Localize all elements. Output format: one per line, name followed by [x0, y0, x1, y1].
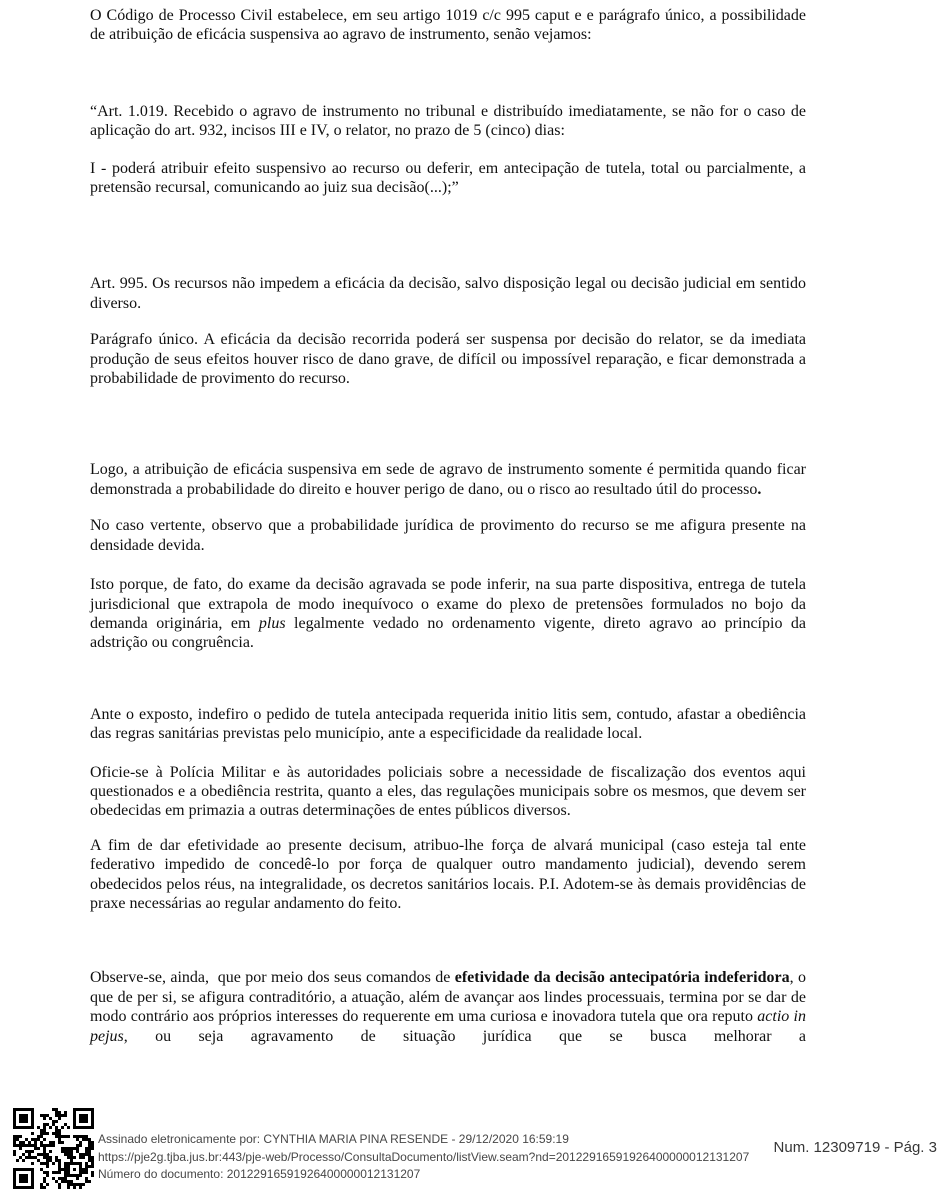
- paragraph: Parágrafo único. A eficácia da decisão recorrida poderá ser suspensa por decisão do relator, se da imediata produção de seus efeitos houver risco de dano grave, de difícil ou impossível reparação, e ficar demonstrada a probabilidade de provimento do recurso.: [90, 331, 806, 388]
- page-number: Num. 12309719 - Pág. 3: [773, 1139, 937, 1156]
- paragraph: Observe-se, ainda, que por meio dos seus comandos de efetividade da decisão antecipatória indeferidora, o que de per si, se afigura contraditório, a atuação, além de avançar aos lindes processuais, termina por se dar de modo contrário aos próprios interesses do requerente em uma curiosa e inovadora tutela que ora reputo actio in pejus, ou seja agravamento de situação jurídica que se busca melhorar a: [90, 969, 807, 1045]
- paragraph: Oficie-se à Polícia Militar e às autoridades policiais sobre a necessidade de fiscalização dos eventos aqui questionados e a obediência restrita, quanto a eles, das regulações municipais sobre os mesmos, que devem ser obedecidas em primazia a outras determinações de entes públicos diversos.: [90, 763, 806, 820]
- paragraph: A fim de dar efetividade ao presente decisum, atribuo-lhe força de alvará municipal (caso esteja tal ente federativo impedido de concedê-lo por força de qualquer outro mandamento judicial), devendo serem obedecidos pelos réus, na integralidade, os decretos sanitários locais. P.I. Adotem-se às demais providências de praxe necessárias ao regular andamento do feito.: [90, 836, 806, 912]
- paragraph: I - poderá atribuir efeito suspensivo ao recurso ou deferir, em antecipação de tutela, total ou parcialmente, a pretensão recursal, comunicando ao juiz sua decisão(...);”: [90, 159, 806, 197]
- paragraph: No caso vertente, observo que a probabilidade jurídica de provimento do recurso se me afigura presente na densidade devida.: [90, 517, 806, 554]
- document-url: https://pje2g.tjba.jus.br:443/pje-web/Processo/ConsultaDocumento/listView.seam?nd=20122916591926400000012131207: [98, 1149, 750, 1164]
- document-number: Número do documento: 20122916591926400000012131207: [98, 1167, 421, 1181]
- signature-line: Assinado eletronicamente por: CYNTHIA MARIA PINA RESENDE - 29/12/2020 16:59:19: [98, 1132, 569, 1146]
- document-body: [90, 6, 806, 1046]
- paragraph: Logo, a atribuição de eficácia suspensiva em sede de agravo de instrumento somente é permitida quando ficar demonstrada a probabilidade do direito e houver perigo de dano, ou o risco ao resultado útil do processo.: [90, 461, 806, 498]
- signature-footer: [98, 1131, 749, 1184]
- paragraph: O Código de Processo Civil estabelece, em seu artigo 1019 c/c 995 caput e e parágrafo único, a possibilidade de atribuição de eficácia suspensiva ao agravo de instrumento, senão vejamos:: [90, 7, 806, 44]
- paragraph: “Art. 1.019. Recebido o agravo de instrumento no tribunal e distribuído imediatamente, se não for o caso de aplicação do art. 932, incisos III e IV, o relator, no prazo de 5 (cinco) dias:: [90, 102, 806, 140]
- qr-code: [13, 1108, 94, 1189]
- paragraph: Art. 995. Os recursos não impedem a eficácia da decisão, salvo disposição legal ou decisão judicial em sentido diverso.: [90, 275, 806, 312]
- paragraph: Ante o exposto, indefiro o pedido de tutela antecipada requerida initio litis sem, contudo, afastar a obediência das regras sanitárias previstas pelo município, ante a especificidade da realidade local.: [90, 705, 806, 743]
- paragraph: Isto porque, de fato, do exame da decisão agravada se pode inferir, na sua parte dispositiva, entrega de tutela jurisdicional que extrapola de modo inequívoco o exame do plexo de pretensões formulados no bojo da demanda originária, em plus legalmente vedado no ordenamento vigente, direto agravo ao princípio da adstrição ou congruência.: [90, 576, 807, 652]
